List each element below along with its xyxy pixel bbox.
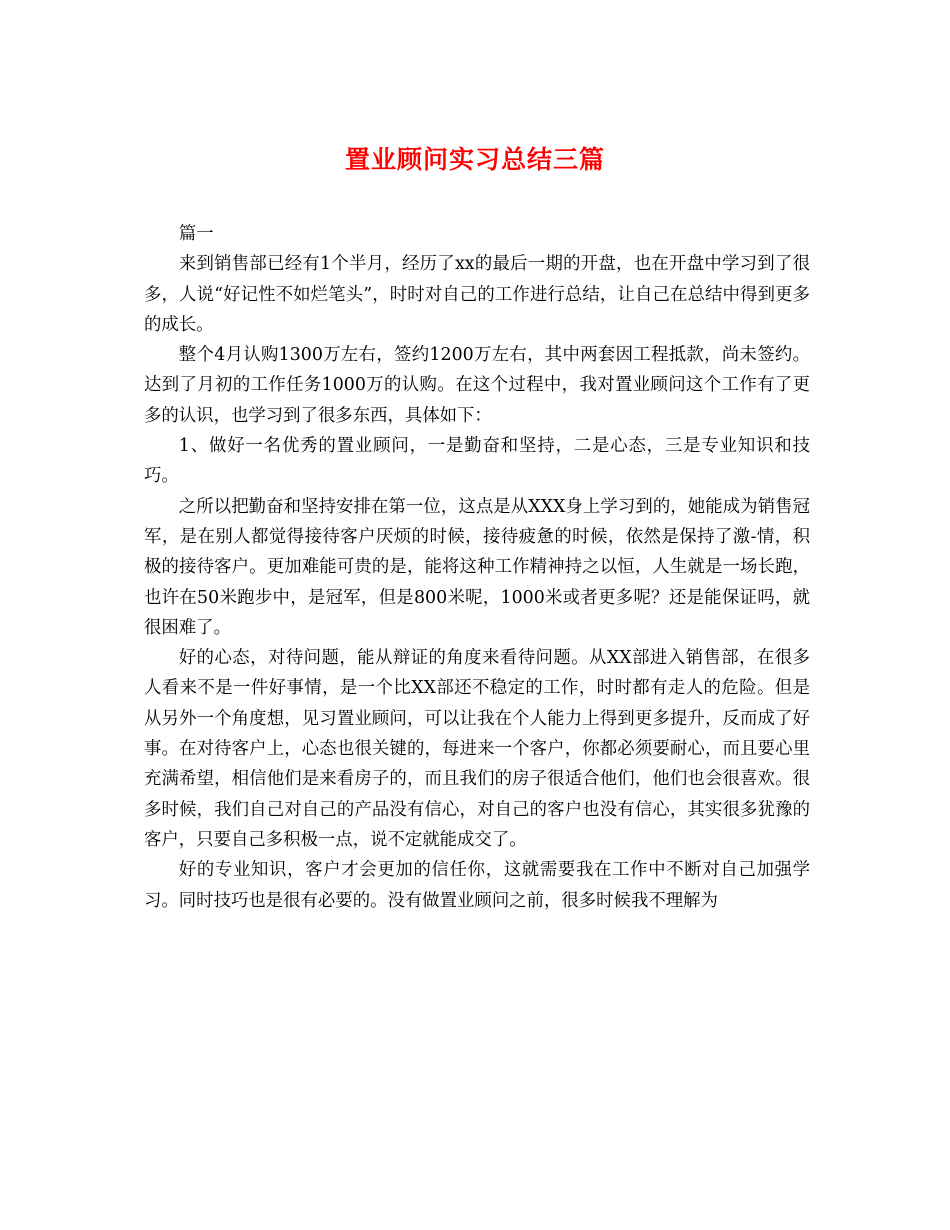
- paragraph: 整个4月认购1300万左右，签约1200万左右，其中两套因工程抵款，尚未签约。达到了月初的工作任务1000万的认购。在这个过程中，我对置业顾问这个工作有了更多的认识，也学习到了很多东西，具体如下：: [144, 345, 810, 426]
- paragraph: 1、做好一名优秀的置业顾问，一是勤奋和坚持，二是心态，三是专业知识和技巧。: [144, 436, 810, 487]
- paragraph: 来到销售部已经有1个半月，经历了xx的最后一期的开盘，也在开盘中学习到了很多，人说“好记性不如烂笔头”，时时对自己的工作进行总结，让自己在总结中得到更多的成长。: [144, 254, 810, 335]
- document-body: [144, 219, 810, 916]
- paragraph: 之所以把勤奋和坚持安排在第一位，这点是从XXX身上学习到的，她能成为销售冠军，是在别人都觉得接待客户厌烦的时候，接待疲惫的时候，依然是保持了激-情，积极的接待客户。更加难能可贵的是，能将这种工作精神持之以恒，人生就是一场长跑，也许在50米跑步中，是冠军，但是800米呢，1000米或者更多呢？还是能保证吗，就很困难了。: [144, 496, 810, 638]
- paragraph: 好的心态，对待问题，能从辩证的角度来看待问题。从XX部进入销售部，在很多人看来不是一件好事情，是一个比XX部还不稳定的工作，时时都有走人的危险。但是从另外一个角度想，见习置业顾问，可以让我在个人能力上得到更多提升，反而成了好事。在对待客户上，心态也很关键的，每进来一个客户，你都必须要耐心，而且要心里充满希望，相信他们是来看房子的，而且我们的房子很适合他们，他们也会很喜欢。很多时候，我们自己对自己的产品没有信心，对自己的客户也没有信心，其实很多犹豫的客户，只要自己多积极一点，说不定就能成交了。: [144, 648, 810, 850]
- document-title: 置业顾问实习总结三篇: [344, 145, 605, 174]
- section-heading: 篇一: [178, 224, 214, 244]
- paragraph: 好的专业知识，客户才会更加的信任你，这就需要我在工作中不断对自己加强学习。同时技巧也是很有必要的。没有做置业顾问之前，很多时候我不理解为: [144, 860, 810, 911]
